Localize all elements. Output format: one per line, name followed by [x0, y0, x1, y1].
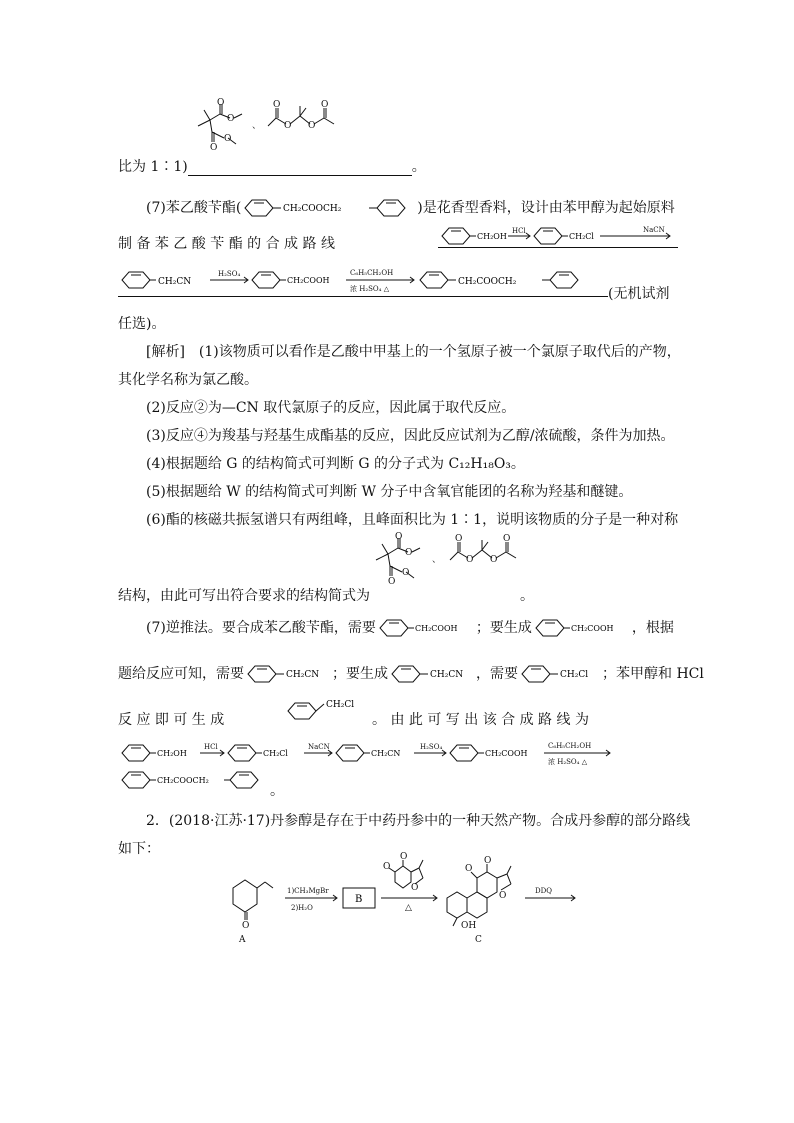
svg-text:O: O	[411, 883, 419, 893]
svg-text:O: O	[224, 134, 232, 144]
label-a: A	[239, 935, 246, 945]
ch2cn-label-4: CH₂CN	[371, 749, 401, 758]
analysis-p7c-end	[372, 709, 589, 729]
svg-text:O: O	[465, 864, 473, 874]
benzyl-alcohol-reagent-1: C₆H₅CH₂OH	[350, 269, 394, 277]
analysis-p4	[146, 453, 525, 473]
svg-text:、: 、	[252, 121, 262, 131]
svg-text:O: O	[400, 852, 408, 862]
ch2cl-label-2: CH₂Cl	[560, 670, 589, 680]
ch2cooh-label-2: CH₂COOH	[414, 624, 458, 633]
svg-text:O: O	[402, 568, 410, 578]
route-line1	[438, 222, 678, 248]
benzyl-chloride-1	[518, 663, 602, 685]
benzyl-phenylacetate-structure	[241, 197, 417, 219]
box-b-label: B	[355, 894, 363, 905]
q7-trailer	[608, 283, 669, 303]
q6-ratio-line	[118, 156, 426, 176]
hcl-reagent: HCl	[512, 227, 526, 235]
ch2cn-label-2: CH₂CN	[286, 670, 320, 680]
svg-text:O: O	[242, 921, 250, 931]
analysis-p1b	[118, 369, 258, 389]
benzyl-alcohol-reagent-2: C₆H₅CH₂OH	[548, 742, 592, 750]
route-underline-2	[118, 296, 608, 297]
analysis-p7b-end: ；苯甲醇和 HCl	[602, 666, 704, 682]
svg-text:O: O	[217, 98, 225, 108]
analysis-p7c	[118, 709, 224, 729]
label-c: C	[475, 935, 482, 945]
final-period-text: 。	[270, 783, 284, 799]
h2so4-reagent-1: H₂SO₄	[218, 270, 241, 278]
ch2cooh-label-1: CH₂COOH	[287, 276, 330, 285]
ddq-reagent: DDQ	[535, 887, 552, 895]
q7-prefix: (7)苯乙酸苄酯(	[146, 200, 242, 216]
water-workup: 2)H₂O	[291, 904, 313, 912]
analysis-p2	[146, 397, 515, 417]
benzyl-cyanide-2	[388, 663, 476, 685]
ch2cn-label-3: CH₂CN	[430, 670, 464, 680]
analysis-p5	[146, 481, 632, 501]
analysis-p7c-text: 反 应 即 可 生 成	[118, 712, 225, 728]
analysis-route-line2	[118, 766, 278, 794]
q7-line1	[146, 197, 675, 219]
analysis-route-line1	[118, 735, 638, 769]
analysis-structures	[368, 532, 544, 592]
svg-text:O: O	[227, 114, 235, 124]
answer-structures-top	[190, 98, 360, 160]
svg-text:O: O	[503, 534, 511, 544]
ch2oh-label-2: CH₂OH	[157, 749, 187, 758]
analysis-p3	[146, 425, 675, 445]
ch2cn-label-1: CH₂CN	[158, 277, 192, 287]
svg-text:O: O	[484, 856, 492, 866]
ch2cooh-label-3: CH₂COOH	[570, 624, 614, 633]
analysis-p3-text: (3)反应④为羧基与羟基生成酯基的反应，因此反应试剂为乙醇/浓硫酸，条件为加热。	[146, 428, 675, 444]
ch2cl-label-4: CH₂Cl	[263, 749, 288, 758]
svg-text:O: O	[466, 555, 474, 565]
analysis-p6b	[118, 585, 370, 605]
q7-line2	[118, 233, 335, 253]
trailer-text: (无机试剂	[608, 286, 670, 302]
nacn-reagent-2: NaCN	[308, 743, 330, 751]
q7-suffix: )是花香型香料，设计由苯甲醇为起始原料	[417, 200, 675, 216]
analysis-p6b-period: 。	[520, 588, 534, 604]
svg-text:O: O	[499, 891, 507, 901]
analysis-p6-text: (6)酯的核磁共振氢谱只有两组峰，且峰面积比为 1∶1，说明该物质的分子是一种对称	[146, 512, 679, 528]
q2-line1-text: 2．(2018·江苏·17)丹参醇是存在于中药丹参中的一种天然产物。合成丹参醇的部分路线	[146, 813, 691, 829]
ch2cooh-label-4: CH₂COOH	[485, 749, 528, 758]
route-line2	[118, 262, 608, 296]
phenylacetic-acid-1	[376, 617, 476, 639]
analysis-p7a	[146, 617, 674, 639]
h2so4-reagent-2: H₂SO₄	[420, 743, 443, 751]
svg-text:O: O	[395, 532, 403, 542]
analysis-p2-text: (2)反应②为—CN 取代氯原子的反应，因此属于取代反应。	[146, 400, 516, 416]
analysis-p7a-end: ，根据	[631, 620, 674, 636]
analysis-p4-text: (4)根据题给 G 的结构简式可判断 G 的分子式为 C₁₂H₁₈O₃。	[146, 456, 525, 472]
heat-symbol: △	[405, 903, 412, 913]
q7-line2-text: 制 备 苯 乙 酸 苄 酯 的 合 成 路 线	[118, 236, 335, 252]
analysis-p1	[146, 341, 681, 361]
analysis-p7b-mid: ；要生成	[332, 666, 388, 682]
analysis-p1-text: [解析] (1)该物质可以看作是乙酸中甲基上的一个氢原子被一个氯原子取代后的产物，	[146, 344, 681, 360]
ratio-text: 比为 1∶1)	[118, 159, 188, 175]
svg-text:O: O	[321, 100, 329, 110]
benzyl-chloride-2	[284, 696, 368, 722]
ch2oh-label-1: CH₂OH	[477, 232, 507, 241]
benzyl-cyanide-1	[244, 663, 332, 685]
ester-label: CH₂COOCH₂	[283, 204, 342, 214]
svg-text:O: O	[388, 577, 396, 587]
ester-label-3: CH₂COOCH₂	[157, 776, 209, 785]
ch2cl-label-1: CH₂Cl	[569, 232, 594, 241]
hydroxyl-label: OH	[461, 921, 477, 931]
analysis-p7a-mid: ；要生成	[475, 620, 532, 636]
svg-text:O: O	[490, 555, 498, 565]
analysis-p6b-end	[520, 585, 534, 605]
svg-text:O: O	[405, 548, 413, 558]
analysis-p5-text: (5)根据题给 W 的结构简式可判断 W 分子中含氧官能团的名称为羟基和醚键。	[146, 484, 633, 500]
analysis-p7b-mid2: ，需要	[476, 666, 518, 682]
analysis-p7c-end-text: 。 由 此 可 写 出 该 合 成 路 线 为	[372, 712, 589, 728]
ester-label-2: CH₂COOCH₂	[458, 277, 517, 287]
phenylacetic-acid-2	[532, 617, 632, 639]
period: 。	[411, 159, 426, 175]
grignard-reagent: 1)CH₃MgBr	[287, 887, 329, 895]
answer-blank	[188, 161, 412, 176]
q7-line4-text: 任选)。	[118, 316, 166, 332]
analysis-p7b	[118, 663, 704, 685]
svg-text:O: O	[273, 100, 281, 110]
route-underline-1	[438, 247, 678, 248]
analysis-p1b-text: 其化学名称为氯乙酸。	[118, 372, 258, 388]
svg-text:O: O	[455, 534, 463, 544]
conc-acid-heat-2: 浓 H₂SO₄ △	[548, 758, 588, 766]
q2-line1	[146, 810, 690, 830]
svg-text:、: 、	[432, 555, 442, 565]
ch2cl-label-3: CH₂Cl	[326, 700, 355, 710]
nacn-reagent: NaCN	[643, 226, 665, 234]
svg-text:O: O	[284, 121, 292, 131]
analysis-p6b-text: 结构，由此可写出符合要求的结构简式为	[118, 588, 370, 604]
q7-line4	[118, 313, 165, 333]
svg-text:O: O	[383, 862, 391, 872]
analysis-p7a-text: (7)逆推法。要合成苯乙酸苄酯，需要	[146, 620, 376, 636]
final-period	[270, 780, 284, 800]
analysis-p7b-text: 题给反应可知，需要	[118, 666, 244, 682]
analysis-p6	[146, 509, 678, 529]
conc-acid-heat-1: 浓 H₂SO₄ △	[350, 285, 390, 293]
svg-text:O: O	[308, 121, 316, 131]
q2-line2	[118, 838, 160, 858]
q2-line2-text: 如下：	[118, 841, 160, 857]
q2-scheme	[225, 852, 625, 950]
hcl-reagent-2: HCl	[204, 743, 218, 751]
svg-text:O: O	[210, 143, 218, 153]
